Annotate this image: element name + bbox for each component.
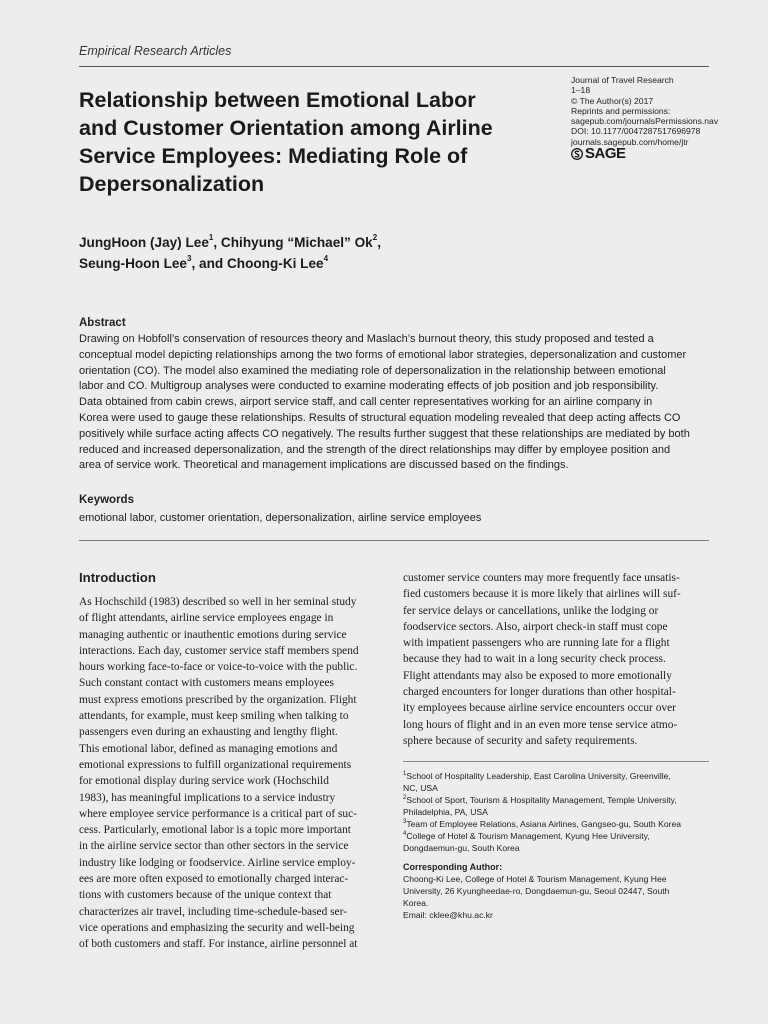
- affiliation-marker: 3: [187, 254, 192, 264]
- body-text-line: of both customers and staff. For instance, airline personnel at: [79, 938, 358, 951]
- journal-info: [571, 75, 751, 160]
- author-line: [79, 253, 539, 274]
- affiliation-text: School of Sport, Tourism & Hospitality Management, Temple University,: [406, 795, 677, 805]
- body-column-left: [79, 594, 385, 953]
- affiliation-text: Dongdaemun-gu, South Korea: [403, 843, 520, 853]
- corresponding-author-details: [403, 873, 709, 921]
- affiliation-number: 4: [403, 831, 407, 838]
- body-text-line: fied customers because it is more likely that airlines will suf-: [403, 588, 681, 601]
- affiliation-line: [403, 770, 709, 782]
- body-text-line: sphere because of security and safety requirements.: [403, 734, 638, 747]
- author-name: , Chihyung “Michael” Ok: [213, 235, 373, 250]
- abstract-line: Korea were used to gauge these relationships. Results of structural equation modeling revealed that deep acting affects CO: [79, 411, 681, 424]
- affiliation-line: [403, 794, 709, 806]
- reprints-label: Reprints and permissions:: [571, 105, 671, 116]
- author-name: Seung-Hoon Lee: [79, 256, 187, 271]
- running-head: Empirical Research Articles: [79, 44, 232, 58]
- affiliation-line: [403, 818, 709, 830]
- article-title: [79, 86, 549, 198]
- sage-logo: [571, 144, 751, 162]
- corresponding-author-line: University, 26 Kyungheedae-ro, Dongdaemun-gu, Seoul 02447, South: [403, 886, 670, 896]
- body-text-line: tions with customers because of the unique context that: [79, 889, 332, 902]
- journal-home-link[interactable]: journals.sagepub.com/home/jtr: [571, 136, 689, 147]
- abstract-heading: Abstract: [79, 317, 126, 329]
- affiliation-number: 2: [403, 795, 407, 802]
- title-line: Service Employees: Mediating Role of: [79, 144, 468, 168]
- body-text-line: This emotional labor, defined as managing emotions and: [79, 742, 338, 755]
- author-name: , and Choong-Ki Lee: [191, 256, 324, 271]
- body-text-line: industry like lodging or foodservice. Airline service employ-: [79, 856, 356, 869]
- sage-logo-icon: [571, 148, 583, 160]
- abstract-line: positively while surface acting affects CO negatively. The results further suggest that these relationships are mediated by both: [79, 427, 690, 440]
- body-text-line: vice operations and emphasizing the security and well-being: [79, 921, 355, 934]
- affiliation-text: Team of Employee Relations, Asiana Airlines, Gangseo-gu, South Korea: [406, 819, 682, 829]
- title-line: Depersonalization: [79, 172, 265, 196]
- body-column-right: [403, 570, 709, 749]
- page-range: 1–18: [571, 85, 591, 96]
- introduction-heading: Introduction: [79, 570, 156, 585]
- body-text-line: for emotional display during service work (Hochschild: [79, 775, 329, 788]
- abstract-line: Data obtained from cabin crews, airport service staff, and call center representatives working for an airline company in: [79, 396, 653, 409]
- body-text-line: of flight attendants, airline service employees engage in: [79, 612, 334, 625]
- body-text-line: attendants, for example, must keep smiling when talking to: [79, 710, 349, 723]
- affiliation-marker: 4: [323, 254, 329, 264]
- body-text-line: 1983), has meaningful implications to a service industry: [79, 791, 336, 804]
- author-email[interactable]: Email: cklee@khu.ac.kr: [403, 910, 493, 920]
- abstract-line: conceptual model depicting relationships among the two forms of emotional labor strategies, depersonalization and customer: [79, 348, 687, 361]
- body-text-line: Flight attendants may also be exposed to more emotionally: [403, 669, 672, 682]
- abstract-line: area of service work. Theoretical and management implications are discussed based on the findings.: [79, 459, 569, 472]
- sage-logo-text: SAGE: [585, 144, 626, 162]
- body-text-line: because they had to wait in a long security check process.: [403, 653, 666, 666]
- abstract-line: labor and CO. Multigroup analyses were conducted to examine moderating effects of job position and job responsibility.: [79, 380, 659, 393]
- permissions-link[interactable]: sagepub.com/journalsPermissions.nav: [571, 116, 719, 127]
- affiliation-text: Philadelphia, PA, USA: [403, 807, 488, 817]
- section-divider: [79, 540, 709, 541]
- affiliation-number: 1: [403, 771, 407, 778]
- affiliation-number: 3: [403, 819, 407, 826]
- author-list: [79, 232, 539, 274]
- affiliation-marker: 2: [372, 233, 378, 243]
- corresponding-author-line: Korea.: [403, 898, 429, 908]
- body-text-line: where employee service performance is a critical part of suc-: [79, 807, 357, 820]
- abstract-line: orientation (CO). The model also examined the mediating role of depersonalization in the relationship between emotional: [79, 364, 666, 377]
- title-line: Relationship between Emotional Labor: [79, 88, 476, 112]
- abstract-line: Drawing on Hobfoll’s conservation of resources theory and Maslach’s burnout theory, this study proposed and tested a: [79, 333, 654, 345]
- body-text-line: in the airline service sector than other sectors in the service: [79, 840, 349, 853]
- body-text-line: long hours of flight and in an even more tense service atmo-: [403, 718, 678, 731]
- abstract-text: [79, 332, 709, 474]
- corresponding-author-line: Choong-Ki Lee, College of Hotel & Tourism Management, Kyung Hee: [403, 874, 667, 884]
- body-text-line: Such constant contact with customers means employees: [79, 677, 334, 690]
- body-text-line: hours working face-to-face or voice-to-voice with the public.: [79, 661, 358, 674]
- affiliation-marker: 1: [208, 233, 214, 243]
- body-text-line: managing authentic or inauthentic emotions during service: [79, 628, 347, 641]
- body-text-line: charged encounters for longer durations than other hospital-: [403, 686, 676, 699]
- affiliation-text: NC, USA: [403, 783, 438, 793]
- affiliation-line: [403, 830, 709, 842]
- body-text-line: with impatient passengers who are running late for a flight: [403, 637, 670, 650]
- author-separator: ,: [377, 235, 381, 250]
- keywords-heading: Keywords: [79, 494, 134, 506]
- body-text-line: emotional expressions to fulfill organizational requirements: [79, 758, 352, 771]
- body-text-line: fer service delays or cancellations, unlike the lodging or: [403, 604, 659, 617]
- body-text-line: characterizes air travel, including time-schedule-based ser-: [79, 905, 347, 918]
- title-line: and Customer Orientation among Airline: [79, 116, 493, 140]
- journal-name: Journal of Travel Research: [571, 75, 674, 85]
- body-text-line: interactions. Each day, customer service staff members spend: [79, 644, 359, 657]
- affiliation-text: School of Hospitality Leadership, East Carolina University, Greenville,: [406, 771, 671, 781]
- affiliation-line: [403, 782, 709, 794]
- body-text-line: cess. Particularly, emotional labor is a topic more important: [79, 824, 351, 837]
- body-text-line: ees are more often exposed to emotionally charged interac-: [79, 873, 349, 886]
- body-text-line: customer service counters may more frequently face unsatis-: [403, 572, 680, 584]
- author-line: [79, 232, 539, 253]
- body-text-line: As Hochschild (1983) described so well in her seminal study: [79, 596, 357, 608]
- affiliation-text: College of Hotel & Tourism Management, Kyung Hee University,: [406, 831, 650, 841]
- keywords-text: emotional labor, customer orientation, depersonalization, airline service employees: [79, 512, 482, 524]
- header-divider: [79, 66, 709, 67]
- copyright: © The Author(s) 2017: [571, 95, 654, 106]
- affiliation-line: [403, 806, 709, 818]
- body-text-line: must express emotions prescribed by the organization. Flight: [79, 693, 357, 706]
- abstract-line: reduced and increased depersonalization, and the strength of the direct relationships may differ by employee position and: [79, 443, 671, 456]
- author-name: JungHoon (Jay) Lee: [79, 235, 209, 250]
- body-text-line: foodservice sectors. Also, airport check-in staff must cope: [403, 620, 668, 633]
- footnote-divider: [403, 761, 709, 762]
- footnotes: [403, 770, 709, 921]
- corresponding-author-heading: Corresponding Author:: [403, 862, 503, 872]
- affiliation-list: [403, 770, 709, 854]
- body-text-line: passengers even during an exhausting and lengthy flight.: [79, 726, 338, 739]
- body-text-line: ity employees because airline service encounters occur over: [403, 702, 676, 715]
- affiliation-line: [403, 842, 709, 854]
- doi-link[interactable]: DOI: 10.1177/0047287517696978: [571, 126, 701, 137]
